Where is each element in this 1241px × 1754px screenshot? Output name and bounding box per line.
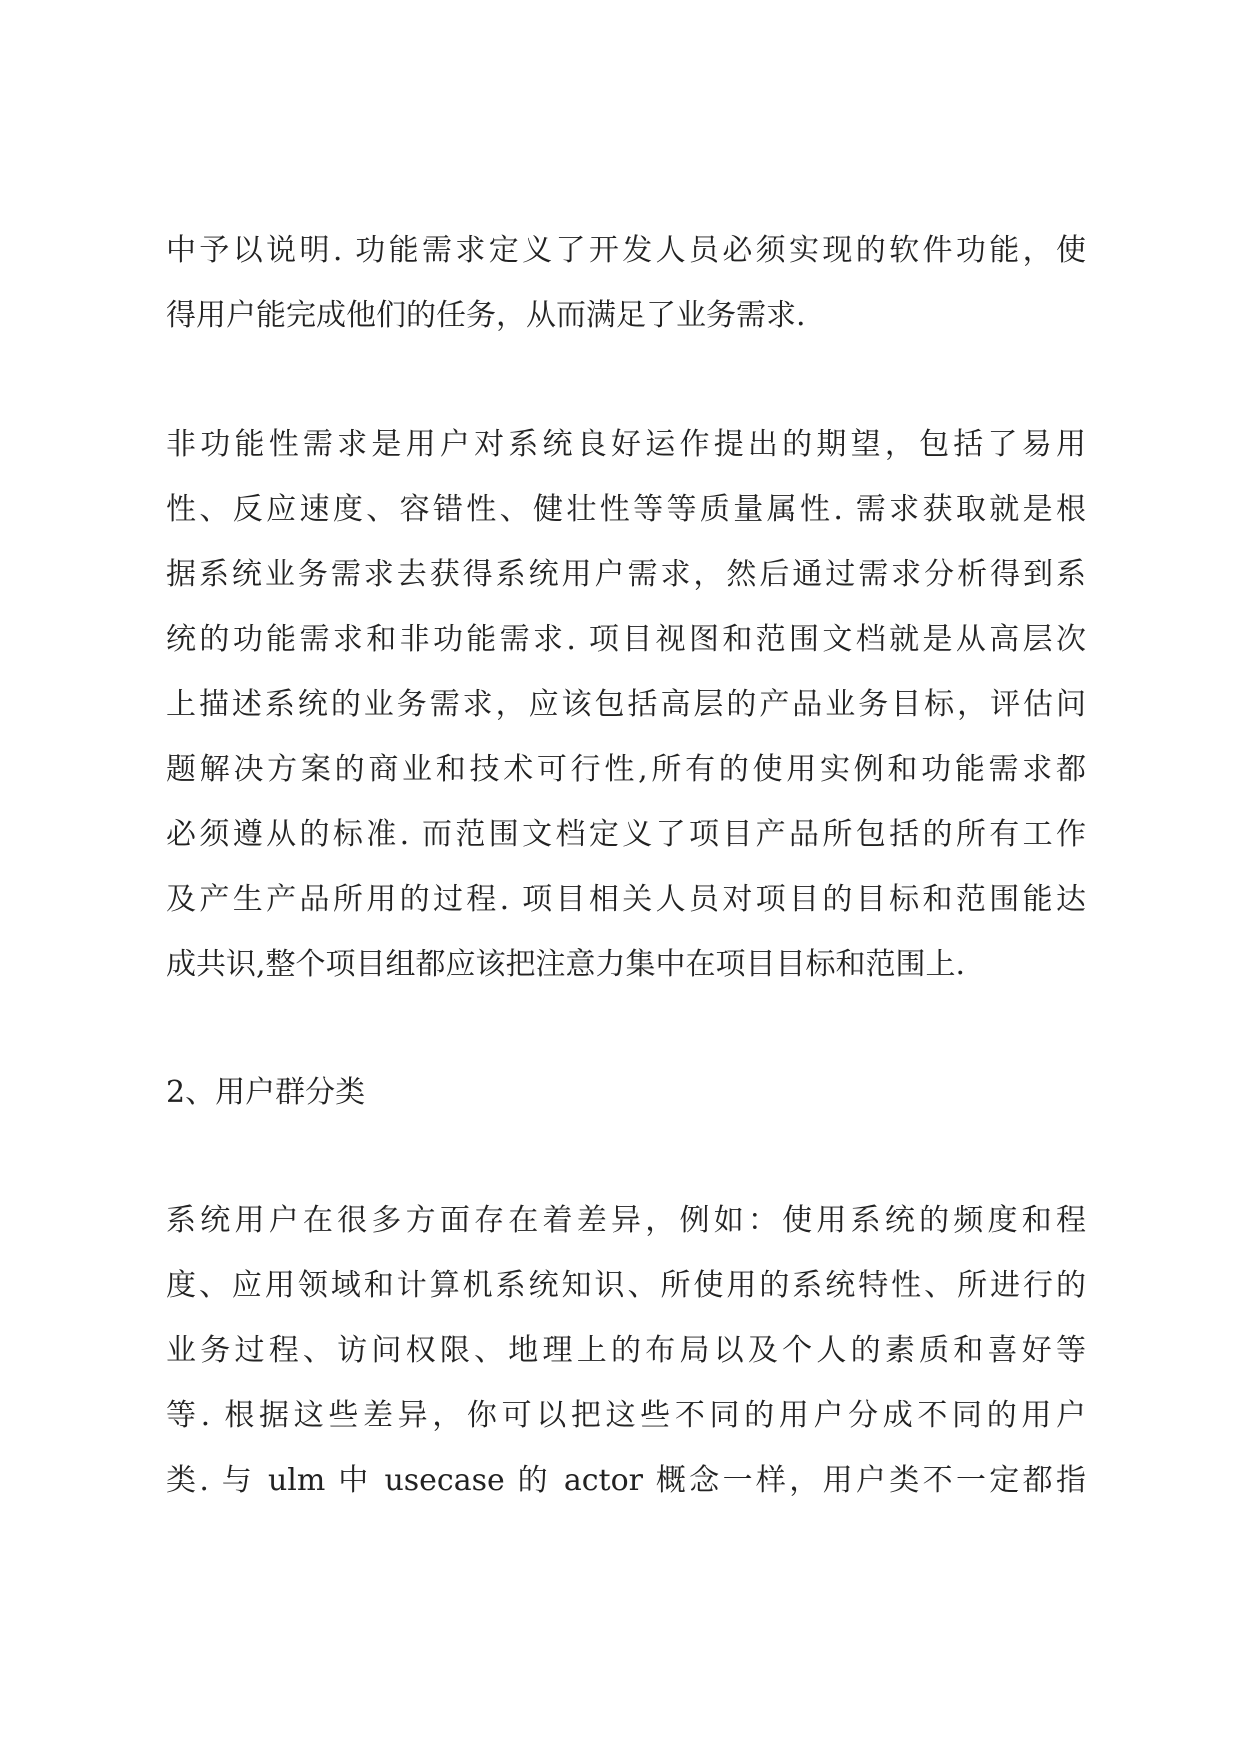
paragraph-line: 中予以说明. 功能需求定义了开发人员必须实现的软件功能，使 — [166, 233, 1086, 268]
paragraph-user-classes — [166, 1188, 1086, 1513]
paragraph-line: 系统用户在很多方面存在着差异，例如：使用系统的频度和程 — [166, 1203, 1086, 1238]
paragraph-line: 必须遵从的标准. 而范围文档定义了项目产品所包括的所有工作 — [166, 817, 1086, 852]
paragraph-line: 据系统业务需求去获得系统用户需求，然后通过需求分析得到系 — [166, 557, 1086, 592]
paragraph-line: 性、反应速度、容错性、健壮性等等质量属性. 需求获取就是根 — [166, 492, 1086, 527]
paragraph-line: 统的功能需求和非功能需求. 项目视图和范围文档就是从高层次 — [166, 622, 1086, 657]
paragraph-nonfunctional-requirements — [166, 412, 1086, 997]
paragraph-line: 及产生产品所用的过程. 项目相关人员对项目的目标和范围能达 — [166, 882, 1086, 917]
section-heading-text: 2、用户群分类 — [166, 1075, 366, 1110]
paragraph-line: 题解决方案的商业和技术可行性,所有的使用实例和功能需求都 — [166, 752, 1086, 787]
section-heading — [166, 1060, 1086, 1125]
paragraph-line: 非功能性需求是用户对系统良好运作提出的期望，包括了易用 — [166, 427, 1086, 462]
paragraph-line: 等. 根据这些差异，你可以把这些不同的用户分成不同的用户 — [166, 1398, 1086, 1433]
paragraph-line: 业务过程、访问权限、地理上的布局以及个人的素质和喜好等 — [166, 1333, 1086, 1368]
paragraph-line: 类. 与 ulm 中 usecase 的 actor 概念一样，用户类不一定都指 — [166, 1463, 1086, 1498]
paragraph-line: 成共识,整个项目组都应该把注意力集中在项目目标和范围上. — [166, 947, 966, 982]
paragraph-line: 上描述系统的业务需求，应该包括高层的产品业务目标，评估问 — [166, 687, 1086, 722]
paragraph-line: 度、应用领域和计算机系统知识、所使用的系统特性、所进行的 — [166, 1268, 1086, 1303]
paragraph-line: 得用户能完成他们的任务，从而满足了业务需求. — [166, 298, 806, 333]
paragraph-functional-requirements — [166, 218, 1086, 348]
